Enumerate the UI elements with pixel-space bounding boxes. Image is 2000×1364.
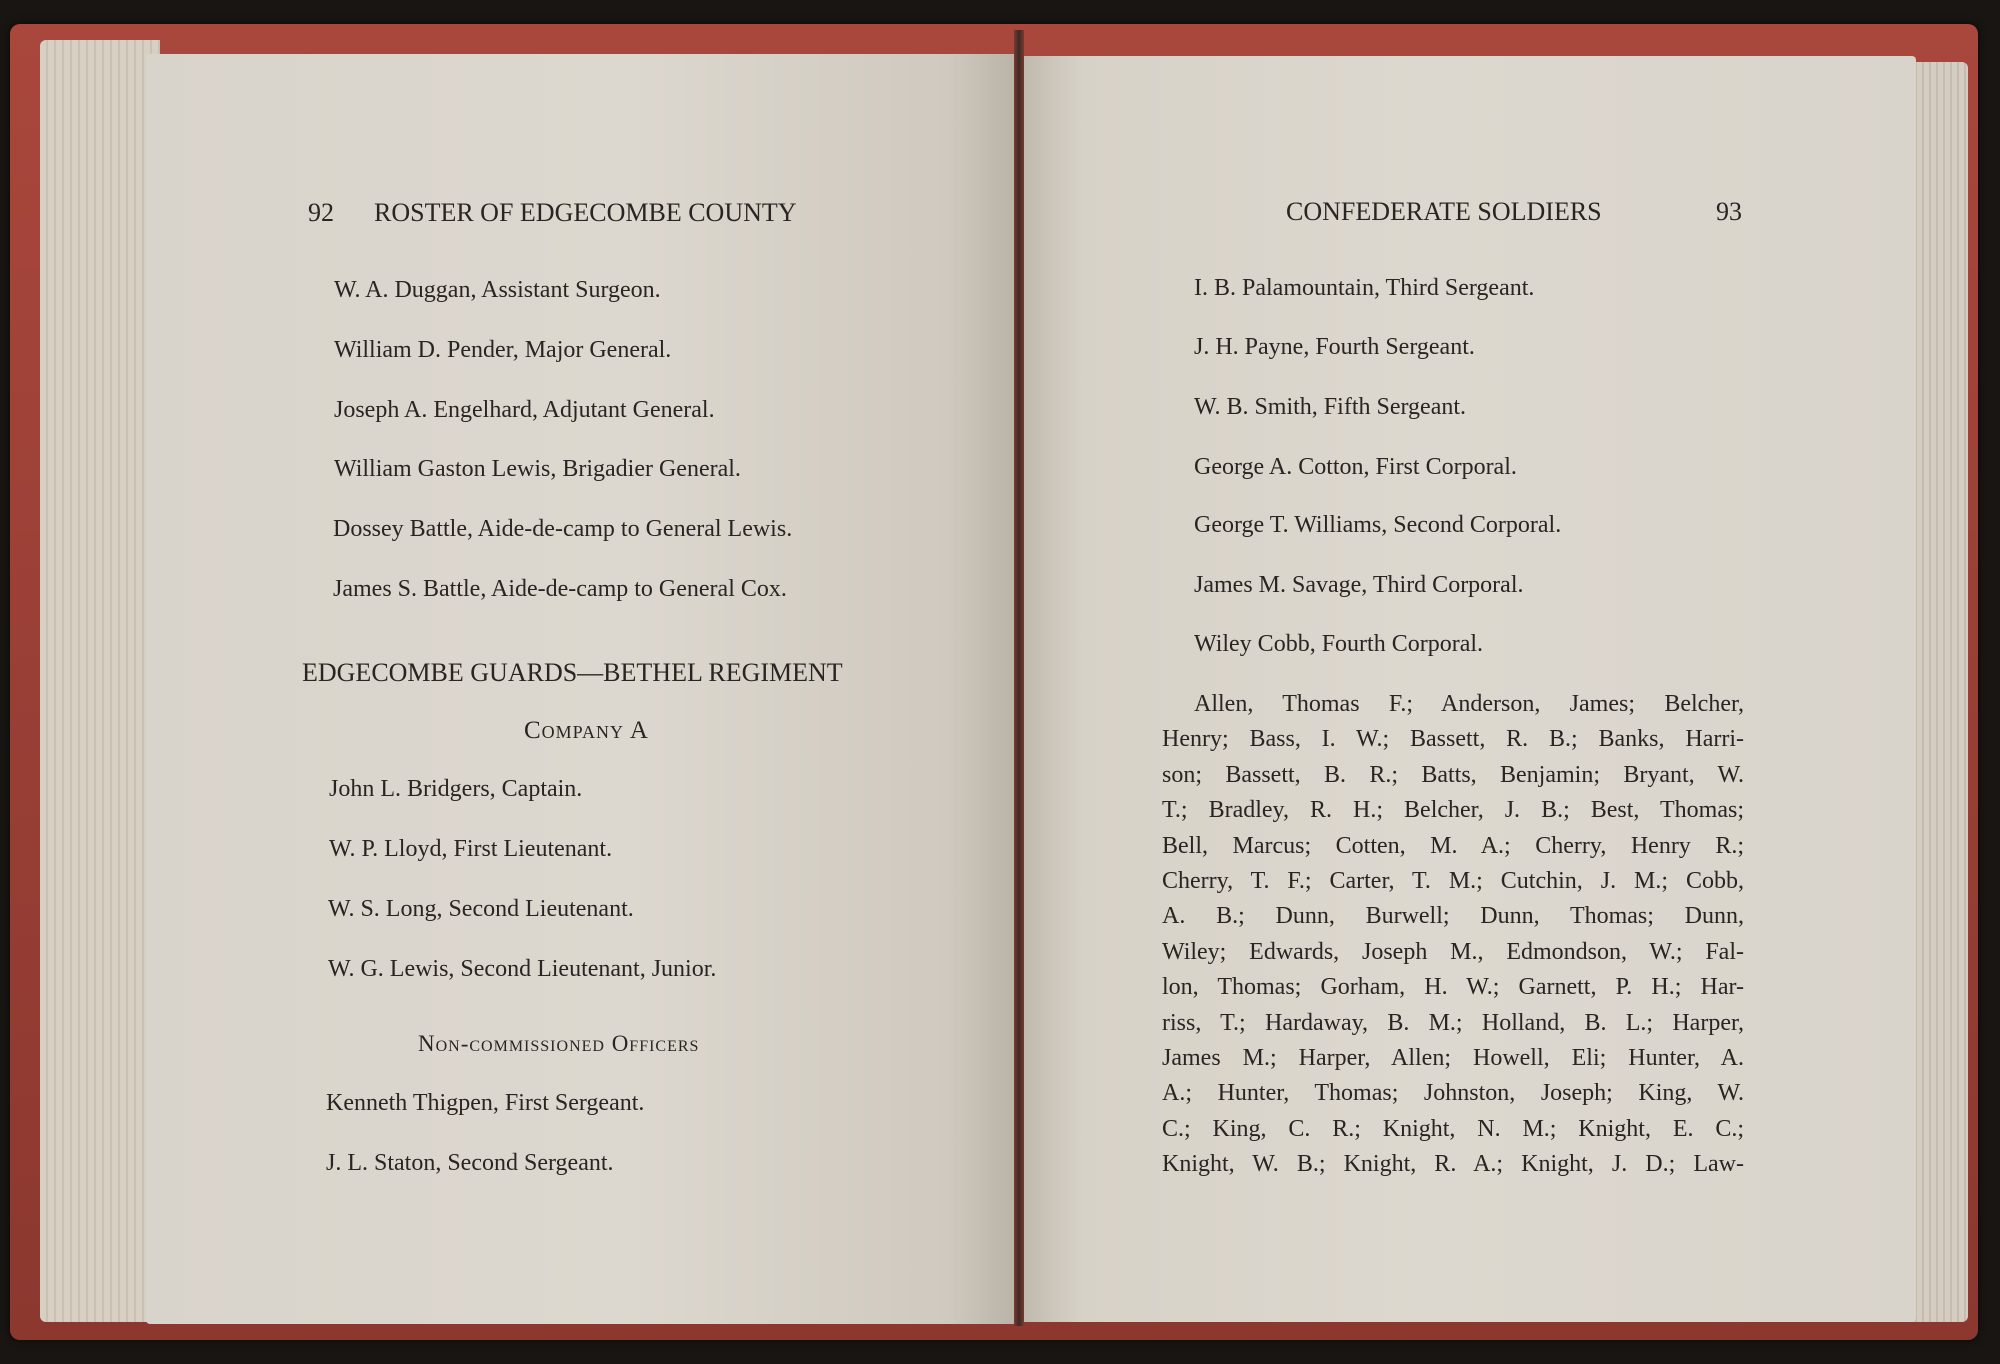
privates-line: riss, T.; Hardaway, B. M.; Holland, B. L.; Harper, [1162,1010,1744,1036]
left-entry: James S. Battle, Aide-de-camp to General Cox. [333,576,787,602]
section-heading: EDGECOMBE GUARDS—BETHEL REGIMENT [302,658,843,687]
right-nco: George A. Cotton, First Corporal. [1194,454,1517,480]
left-officer: W. P. Lloyd, First Lieutenant. [329,836,613,862]
left-entry: W. A. Duggan, Assistant Surgeon. [334,277,661,303]
left-entry: Joseph A. Engelhard, Adjutant General. [334,397,715,423]
left-page [146,54,1018,1324]
right-running-head: CONFEDERATE SOLDIERS [1286,197,1602,226]
privates-line: A. B.; Dunn, Burwell; Dunn, Thomas; Dunn, [1162,904,1744,930]
left-running-head: ROSTER OF EDGECOMBE COUNTY [374,198,797,227]
right-nco: J. H. Payne, Fourth Sergeant. [1194,334,1475,360]
left-officer: W. G. Lewis, Second Lieutenant, Junior. [328,956,717,982]
privates-line: son; Bassett, B. R.; Batts, Benjamin; Bryant, W. [1162,762,1744,788]
privates-line: Allen, Thomas F.; Anderson, James; Belcher, [1194,692,1744,717]
company-heading: Company A [524,717,649,744]
privates-line: James M.; Harper, Allen; Howell, Eli; Hunter, A. [1162,1046,1744,1071]
right-nco: James M. Savage, Third Corporal. [1194,572,1524,598]
privates-line: A.; Hunter, Thomas; Johnston, Joseph; King, W. [1162,1081,1744,1107]
privates-line: Bell, Marcus; Cotten, M. A.; Cherry, Henry R.; [1162,833,1744,859]
privates-line: C.; King, C. R.; Knight, N. M.; Knight, E. C.; [1162,1116,1744,1142]
page-edges-left [40,40,160,1322]
privates-line: lon, Thomas; Gorham, H. W.; Garnett, P. H.; Har- [1162,975,1744,1001]
right-nco: Wiley Cobb, Fourth Corporal. [1194,631,1484,657]
privates-line: Henry; Bass, I. W.; Bassett, R. B.; Banks, Harri- [1162,727,1744,753]
left-officer: W. S. Long, Second Lieutenant. [328,896,634,922]
nco-heading: Non-commissioned Officers [418,1031,700,1056]
right-page-number: 93 [1716,197,1742,226]
left-nco: Kenneth Thigpen, First Sergeant. [326,1090,645,1116]
privates-line: Knight, W. B.; Knight, R. A.; Knight, J. D.; Law- [1162,1152,1744,1178]
left-officer: John L. Bridgers, Captain. [329,776,583,802]
left-entry: Dossey Battle, Aide-de-camp to General Lewis. [333,516,793,542]
right-nco: George T. Williams, Second Corporal. [1194,512,1562,538]
left-nco: J. L. Staton, Second Sergeant. [326,1150,614,1176]
privates-line: T.; Bradley, R. H.; Belcher, J. B.; Best, Thomas; [1162,798,1744,824]
left-entry: William D. Pender, Major General. [334,337,672,363]
right-nco: W. B. Smith, Fifth Sergeant. [1194,394,1467,420]
left-page-number: 92 [308,198,334,227]
book-gutter [1014,30,1024,1326]
privates-line: Cherry, T. F.; Carter, T. M.; Cutchin, J. M.; Cobb, [1162,869,1744,894]
left-entry: William Gaston Lewis, Brigadier General. [334,456,741,482]
privates-line: Wiley; Edwards, Joseph M., Edmondson, W.; Fal- [1162,939,1744,965]
page-edges-right [1910,62,1968,1322]
right-nco: I. B. Palamountain, Third Sergeant. [1194,275,1535,301]
